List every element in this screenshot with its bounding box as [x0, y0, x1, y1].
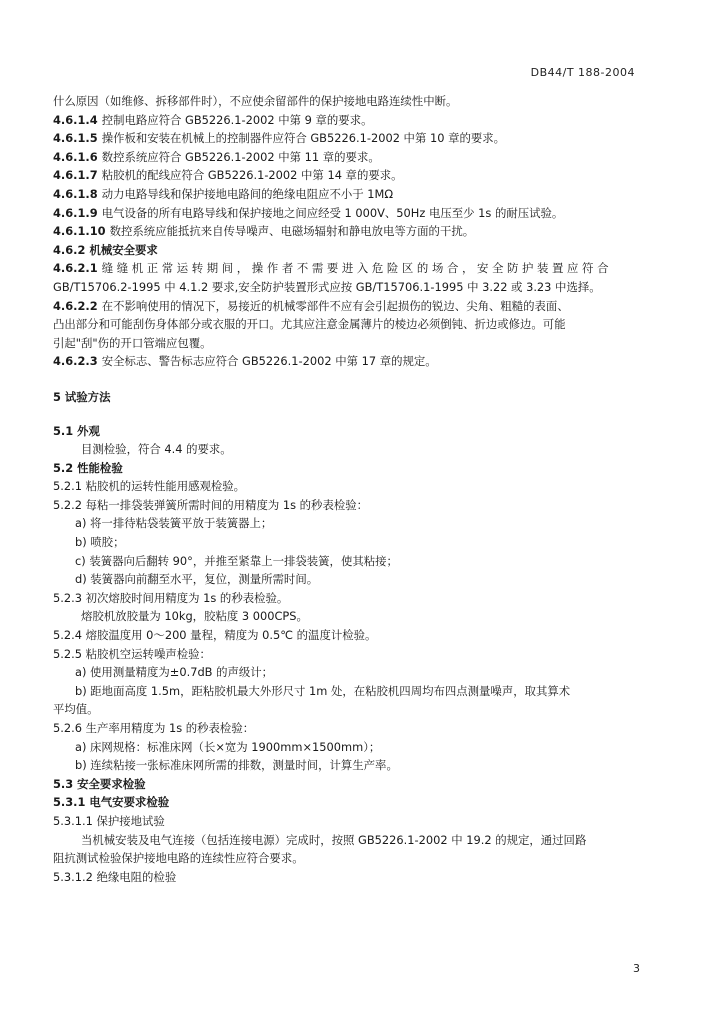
text-line: 5.2.4 熔胶温度用 0～200 量程，精度为 0.5℃ 的温度计检验。	[53, 628, 377, 643]
clause-4-6-2-1	[53, 259, 638, 278]
section-heading: 5.3.1 电气安要求检验	[53, 795, 170, 810]
list-item: b) 连续粘接一张标准床网所需的排数，测量时间，计算生产率。	[75, 758, 398, 773]
text-line: 5.2.5 粘胶机空运转噪声检验：	[53, 646, 211, 661]
clause-4-6-1-10	[53, 222, 638, 241]
clause-4-6-2-2	[53, 297, 638, 316]
clause-number: 4.6.1.6	[53, 149, 98, 164]
clause-text: 数控系统应符合 GB5226.1-2002 中第 11 章的要求。	[101, 149, 380, 164]
clause-text: 机械安全要求	[89, 242, 158, 257]
text-line: 5.3.1.2 绝缘电阻的检验	[53, 869, 177, 884]
clause-text: 在不影响使用的情况下，易接近的机械零部件不应有会引起损伤的锐边、尖角、粗糙的表面、	[101, 298, 569, 313]
text-line: 凸出部分和可能刮伤身体部分或衣服的开口。尤其应注意金属薄片的棱边必须倒钝、折边或修边。可能	[53, 317, 566, 332]
clause-text: 电气设备的所有电路导线和保护接地之间应经受 1 000V、50Hz 电压至少 1s 的耐压试验。	[101, 205, 564, 220]
clause-number: 4.6.2.2	[53, 298, 98, 313]
clause-text: 控制电路应符合 GB5226.1-2002 中第 9 章的要求。	[101, 112, 373, 127]
clause-4-6-2-3	[53, 352, 638, 371]
list-item: a) 床网规格：标准床网（长×宽为 1900mm×1500mm）；	[75, 739, 381, 754]
text-line: 5.3.1.1 保护接地试验	[53, 813, 165, 828]
clause-4-6-1-9	[53, 204, 638, 223]
text-line: GB/T15706.2-1995 中 4.1.2 要求,安全防护装置形式应按 GB/T15706.1-1995 中 3.22 或 3.23 中选择。	[53, 279, 601, 294]
clause-text: 缝 缝 机 正 常 运 转 期 间 ， 操 作 者 不 需 要 进 入 危 险 区 的 场 合 ， 安 全 防 护 装 置 应 符 合	[101, 261, 609, 276]
text-line: 阻抗测试检验保护接地电路的连续性应符合要求。	[53, 851, 304, 866]
page-number: 3	[633, 962, 640, 975]
clause-text: 数控系统应能抵抗来自传导噪声、电磁场辐射和静电放电等方面的干扰。	[109, 224, 475, 239]
clause-text: 粘胶机的配线应符合 GB5226.1-2002 中第 14 章的要求。	[101, 168, 403, 183]
text-line: 什么原因（如维修、拆移部件时），不应使余留部件的保护接地电路连续性中断。	[53, 94, 458, 108]
text-line: 5.2.1 粘胶机的运转性能用感观检验。	[53, 479, 246, 494]
clause-number: 4.6.1.4	[53, 112, 98, 127]
clause-4-6-1-5	[53, 129, 638, 148]
clause-number: 4.6.2.1	[53, 261, 98, 276]
clause-number: 4.6.1.7	[53, 168, 98, 183]
text-line: 当机械安装及电气连接（包括连接电源）完成时，按照 GB5226.1-2002 中 19.2 的规定，通过回路	[81, 832, 587, 847]
section-heading: 5.1 外观	[53, 423, 100, 438]
clause-number: 4.6.1.8	[53, 186, 98, 201]
clause-4-6-1-7	[53, 166, 638, 185]
list-item: b) 喷胶；	[75, 535, 125, 550]
clause-text: 安全标志、警告标志应符合 GB5226.1-2002 中第 17 章的规定。	[101, 354, 437, 369]
section-heading: 5.3 安全要求检验	[53, 776, 146, 791]
list-item: b) 距地面高度 1.5m，距粘胶机最大外形尺寸 1m 处，在粘胶机四周均布四点测量噪声，取其算术	[75, 683, 571, 698]
clause-number: 4.6.1.5	[53, 131, 98, 146]
clause-4-6-1-8	[53, 185, 638, 204]
spacer	[53, 371, 638, 388]
section-heading	[53, 241, 638, 260]
clause-text: 操作板和安装在机械上的控制器件应符合 GB5226.1-2002 中第 10 章的要求。	[101, 131, 506, 146]
text-line: 5.2.6 生产率用精度为 1s 的秒表检验：	[53, 721, 255, 735]
list-item: a) 使用测量精度为±0.7dB 的声级计；	[75, 665, 274, 680]
text-line: 熔胶机放胶量为 10kg，胶粘度 3 000CPS。	[81, 609, 308, 624]
text-line: 5.2.3 初次熔胶时间用精度为 1s 的秒表检验。	[53, 590, 289, 605]
clause-number: 4.6.2	[53, 242, 86, 257]
chapter-heading: 5 试验方法	[53, 389, 111, 404]
text-line: 目测检验，符合 4.4 的要求。	[81, 442, 232, 457]
clause-number: 4.6.1.9	[53, 205, 98, 220]
clause-4-6-1-4	[53, 111, 638, 130]
text-line: 引起"刮"伤的开口管端应包覆。	[53, 335, 212, 350]
text-line: 5.2.2 每粘一排袋装弹簧所需时间的用精度为 1s 的秒表检验：	[53, 497, 369, 512]
text-line: 平均值。	[53, 702, 99, 717]
clause-number: 4.6.1.10	[53, 224, 106, 239]
spacer	[53, 407, 638, 422]
section-heading: 5.2 性能检验	[53, 460, 123, 475]
clause-4-6-1-6	[53, 148, 638, 167]
list-item: a) 将一排待粘袋装簧平放于装簧器上；	[75, 516, 273, 531]
document-code: DB44/T 188-2004	[530, 66, 635, 79]
list-item: d) 装簧器向前翻至水平，复位，测量所需时间。	[75, 572, 319, 587]
document-body	[53, 92, 638, 886]
clause-text: 动力电路导线和保护接地电路间的绝缘电阻应不小于 1MΩ	[101, 186, 394, 201]
list-item: c) 装簧器向后翻转 90°，并推至紧靠上一排袋装簧，使其粘接；	[75, 553, 398, 568]
clause-number: 4.6.2.3	[53, 354, 98, 369]
